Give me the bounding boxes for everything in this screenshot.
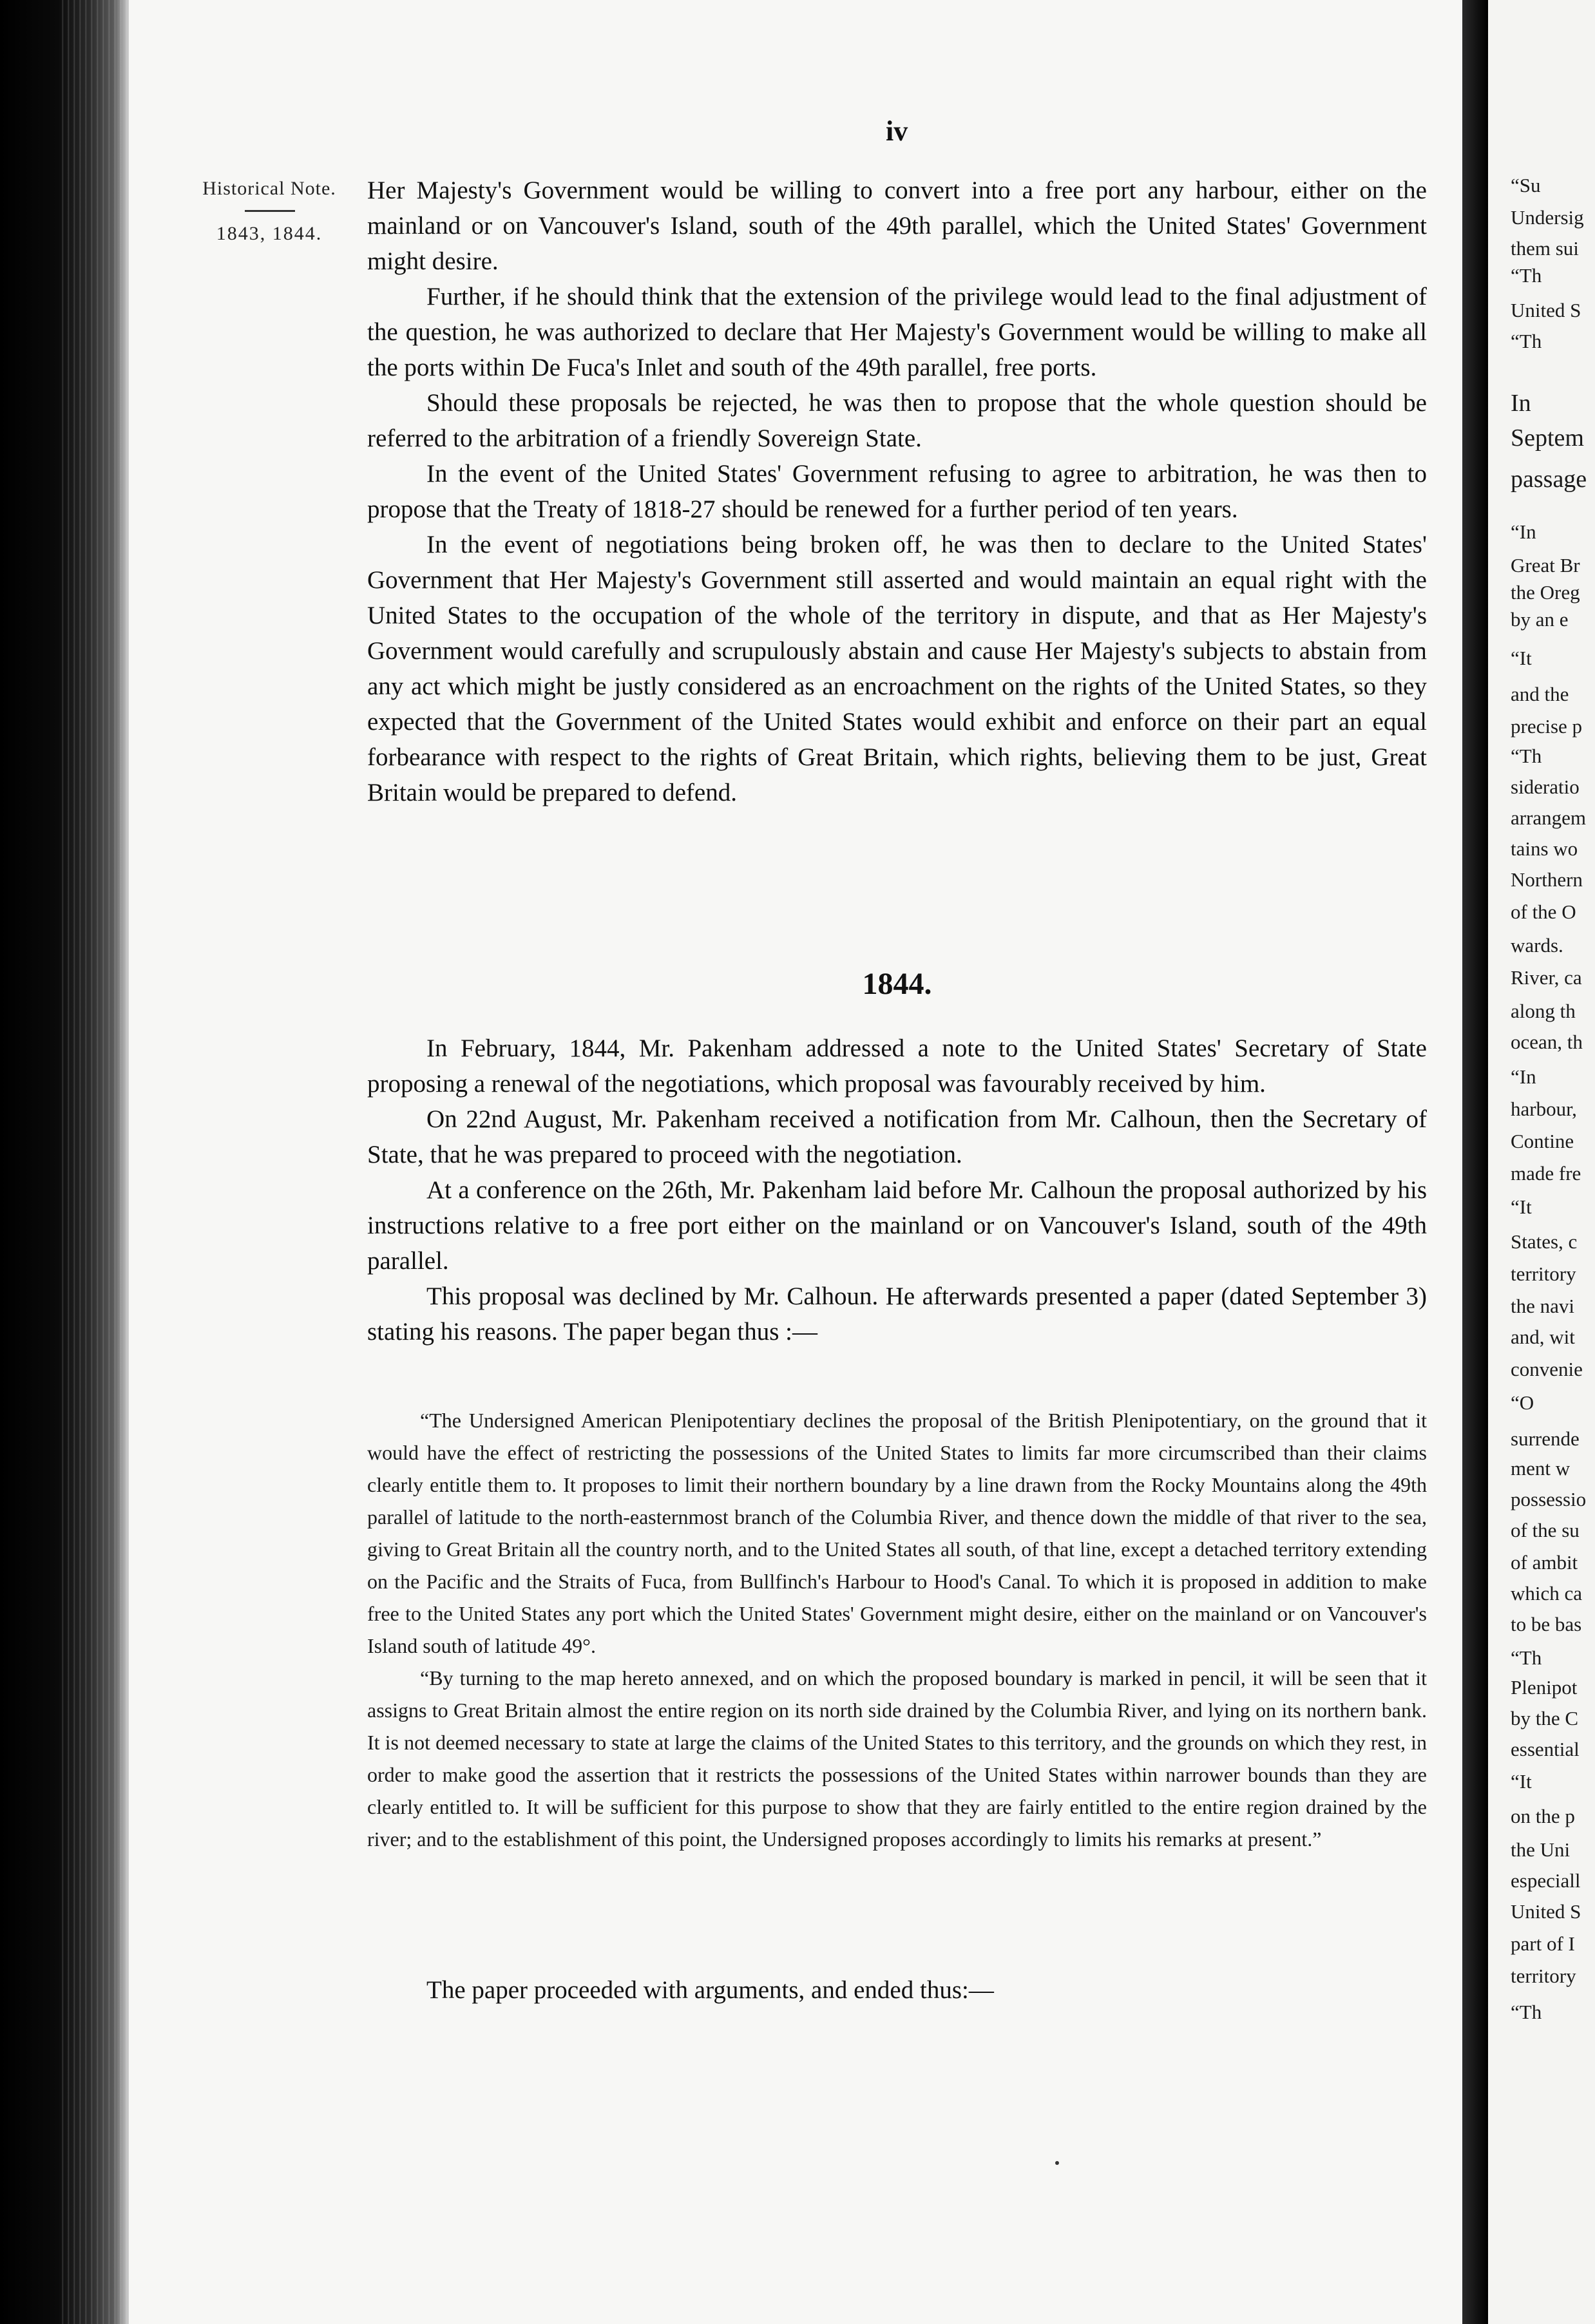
facing-page-fragment: “Th (1511, 330, 1542, 352)
facing-page-fragment: Undersig (1511, 206, 1584, 229)
page-number: iv (886, 115, 908, 147)
facing-page-fragment: “Th (1511, 1646, 1542, 1669)
facing-page-fragment: territory (1511, 1965, 1576, 1987)
facing-page-fragment: precise p (1511, 715, 1583, 738)
paragraph: Her Majesty's Government would be willing to convert into a free port any harbour, either on the mainland or on Vancouver's Island, south of the 49th parallel, which the United States' Government might desire. (367, 176, 1427, 275)
facing-page-fragment: “Th (1511, 264, 1542, 287)
facing-page-fragment: ocean, th (1511, 1031, 1583, 1053)
paragraph: This proposal was declined by Mr. Calhoun. He afterwards presented a paper (dated September 3) stating his reasons. The paper began thus :— (367, 1282, 1427, 1346)
facing-page-fragment: tains wo (1511, 837, 1578, 860)
facing-page-fragment: the navi (1511, 1295, 1574, 1317)
facing-page-fragment: of the O (1511, 900, 1576, 923)
facing-page-fragment: River, ca (1511, 966, 1582, 989)
facing-page-fragment: and the (1511, 683, 1569, 705)
sidenote-years: 1843, 1844. (216, 223, 323, 244)
facing-page-fragment: of ambit (1511, 1551, 1578, 1574)
facing-page-fragment: convenie (1511, 1358, 1583, 1380)
facing-page-fragment: especiall (1511, 1869, 1581, 1892)
facing-page-fragment: arrangem (1511, 806, 1587, 829)
paragraph: In the event of the United States' Government refusing to agree to arbitration, he was then to propose that the Treaty of 1818-27 should be renewed for a further period of ten years. (367, 460, 1427, 523)
facing-page-fragment: “O (1511, 1391, 1534, 1414)
facing-page-fragment: Plenipot (1511, 1676, 1578, 1699)
book-gutter (1462, 0, 1488, 2324)
quote-paragraph: “The Undersigned American Plenipotentiary declines the proposal of the British Plenipotentiary, on the ground that it would have the effect of restricting the possessions of the United States to limits far more circumscribed than their claims clearly entitle them to. It proposes to limit their northern boundary by a line drawn from the Rocky Mountains along the 49th parallel of latitude to the north-easternmost branch of the Columbia River, and thence down the middle of that river to the sea, giving to Great Britain all the country north, and to the United States all south, of that line, except a detached territory extending on the Pacific and the Straits of Fuca, from Bullfinch's Harbour to Hood's Canal. To which it is proposed in addition to make free to the United States any port which the United States' Government might desire, either on the mainland or on Vancouver's Island south of latitude 49°. (367, 1409, 1427, 1657)
paragraph: Further, if he should think that the extension of the privilege would lead to the final adjustment of the question, he was authorized to declare that Her Majesty's Government would be willing to make all the ports within De Fuca's Inlet and south of the 49th parallel, free ports. (367, 283, 1427, 381)
paragraph: In February, 1844, Mr. Pakenham addressed a note to the United States' Secretary of State proposing a renewal of the negotiations, which proposal was favourably received by him. (367, 1034, 1427, 1098)
sidenote-rule (245, 210, 295, 212)
facing-page-fragment: Northern (1511, 868, 1583, 891)
facing-page-fragment: the Uni (1511, 1838, 1571, 1861)
facing-page-fragment: United S (1511, 299, 1581, 321)
facing-page-fragment: them sui (1511, 237, 1579, 260)
facing-page-fragment: “It (1511, 1195, 1532, 1218)
facing-page-fragment: and, wit (1511, 1326, 1575, 1348)
section-paragraphs (367, 1031, 1427, 1349)
paragraph: Should these proposals be rejected, he was then to propose that the whole question should be referred to the arbitration of a friendly Sovereign State. (367, 389, 1427, 452)
facing-page-fragment: United S (1511, 1900, 1581, 1923)
facing-page-fragment: sideratio (1511, 776, 1580, 798)
facing-page-fragment: by the C (1511, 1707, 1579, 1729)
facing-page-fragment: “Su (1511, 174, 1541, 196)
sidenote-label: Historical Note. (202, 178, 336, 199)
facing-page-fragment: territory (1511, 1262, 1576, 1285)
facing-page-fragment: Great Br (1511, 554, 1580, 576)
facing-page-fragment: to be bas (1511, 1613, 1582, 1635)
facing-page-fragment: Septem (1511, 424, 1584, 452)
closing-line: The paper proceeded with arguments, and ended thus:— (426, 1976, 994, 2004)
facing-page-fragment: “It (1511, 647, 1532, 669)
facing-page-fragment: In (1511, 390, 1531, 417)
facing-page-fragment: the Oreg (1511, 581, 1580, 604)
closing-line-block (367, 1972, 1427, 2008)
page-stack-edge (58, 0, 129, 2324)
facing-page-fragment: of the su (1511, 1519, 1580, 1541)
quote-paragraph: “By turning to the map hereto annexed, and on which the proposed boundary is marked in pencil, it will be seen that it assigns to Great Britain almost the entire region on its north side drained by the Columbia River, and lying on its northern bank. It is not deemed necessary to state at large the claims of the United States to this territory, and the grounds on which they rest, in order to make good the assertion that it restricts the possessions of the United States within narrower bounds than they are clearly entitled to. It will be sufficient for this purpose to show that they are fairly entitled to the entire region drained by the river; and to the establishment of this point, the Undersigned proposes accordingly to limits his remarks at present.” (367, 1666, 1427, 1851)
paragraph: On 22nd August, Mr. Pakenham received a notification from Mr. Calhoun, then the Secretary of State, that he was prepared to proceed with the negotiation. (367, 1105, 1427, 1168)
facing-page-fragment: which ca (1511, 1582, 1583, 1605)
top-paragraphs (367, 173, 1427, 810)
facing-page-fragment: by an e (1511, 608, 1569, 631)
facing-page-fragment: on the p (1511, 1805, 1575, 1827)
facing-page-fragment: “Th (1511, 745, 1542, 767)
facing-page-fragment: ment w (1511, 1457, 1571, 1480)
facing-page-fragment: possessio (1511, 1488, 1587, 1510)
facing-page-fragment: “In (1511, 520, 1536, 543)
facing-page-fragment: essential (1511, 1738, 1580, 1760)
facing-page-fragment: “Th (1511, 2001, 1542, 2023)
facing-page-fragment: “In (1511, 1065, 1536, 1088)
facing-page-fragment: part of I (1511, 1932, 1575, 1955)
paragraph: At a conference on the 26th, Mr. Pakenham laid before Mr. Calhoun the proposal authorized by his instructions relative to a free port either on the mainland or on Vancouver's Island, south of the 49th parallel. (367, 1176, 1427, 1275)
facing-page-fragment: along th (1511, 1000, 1576, 1022)
paragraph: In the event of negotiations being broken off, he was then to declare to the United States' Government that Her Majesty's Government still asserted and would maintain an equal right with the United States to the occupation of the whole of the territory in dispute, and that as Her Majesty's Government would carefully and scrupulously abstain and cause Her Majesty's subjects to abstain from any act which might be justly considered as an encroachment on the rights of the United States, so they expected that the Government of the United States would exhibit and enforce on their part an equal forbearance with respect to the rights of Great Britain, which rights, believing them to be just, Great Britain would be prepared to defend. (367, 531, 1427, 806)
facing-page-fragment: made fre (1511, 1162, 1581, 1185)
section-heading: 1844. (862, 967, 932, 1001)
facing-page-fragment: harbour, (1511, 1098, 1577, 1120)
facing-page-fragment: wards. (1511, 934, 1563, 957)
quoted-passage (367, 1404, 1427, 1855)
facing-page-fragment: States, c (1511, 1230, 1578, 1253)
ink-speck (1055, 2161, 1059, 2165)
facing-page-fragment: surrende (1511, 1427, 1580, 1450)
facing-page-fragment: Contine (1511, 1130, 1574, 1152)
facing-page-fragment: “It (1511, 1770, 1532, 1793)
facing-page-fragment: passage (1511, 466, 1587, 493)
